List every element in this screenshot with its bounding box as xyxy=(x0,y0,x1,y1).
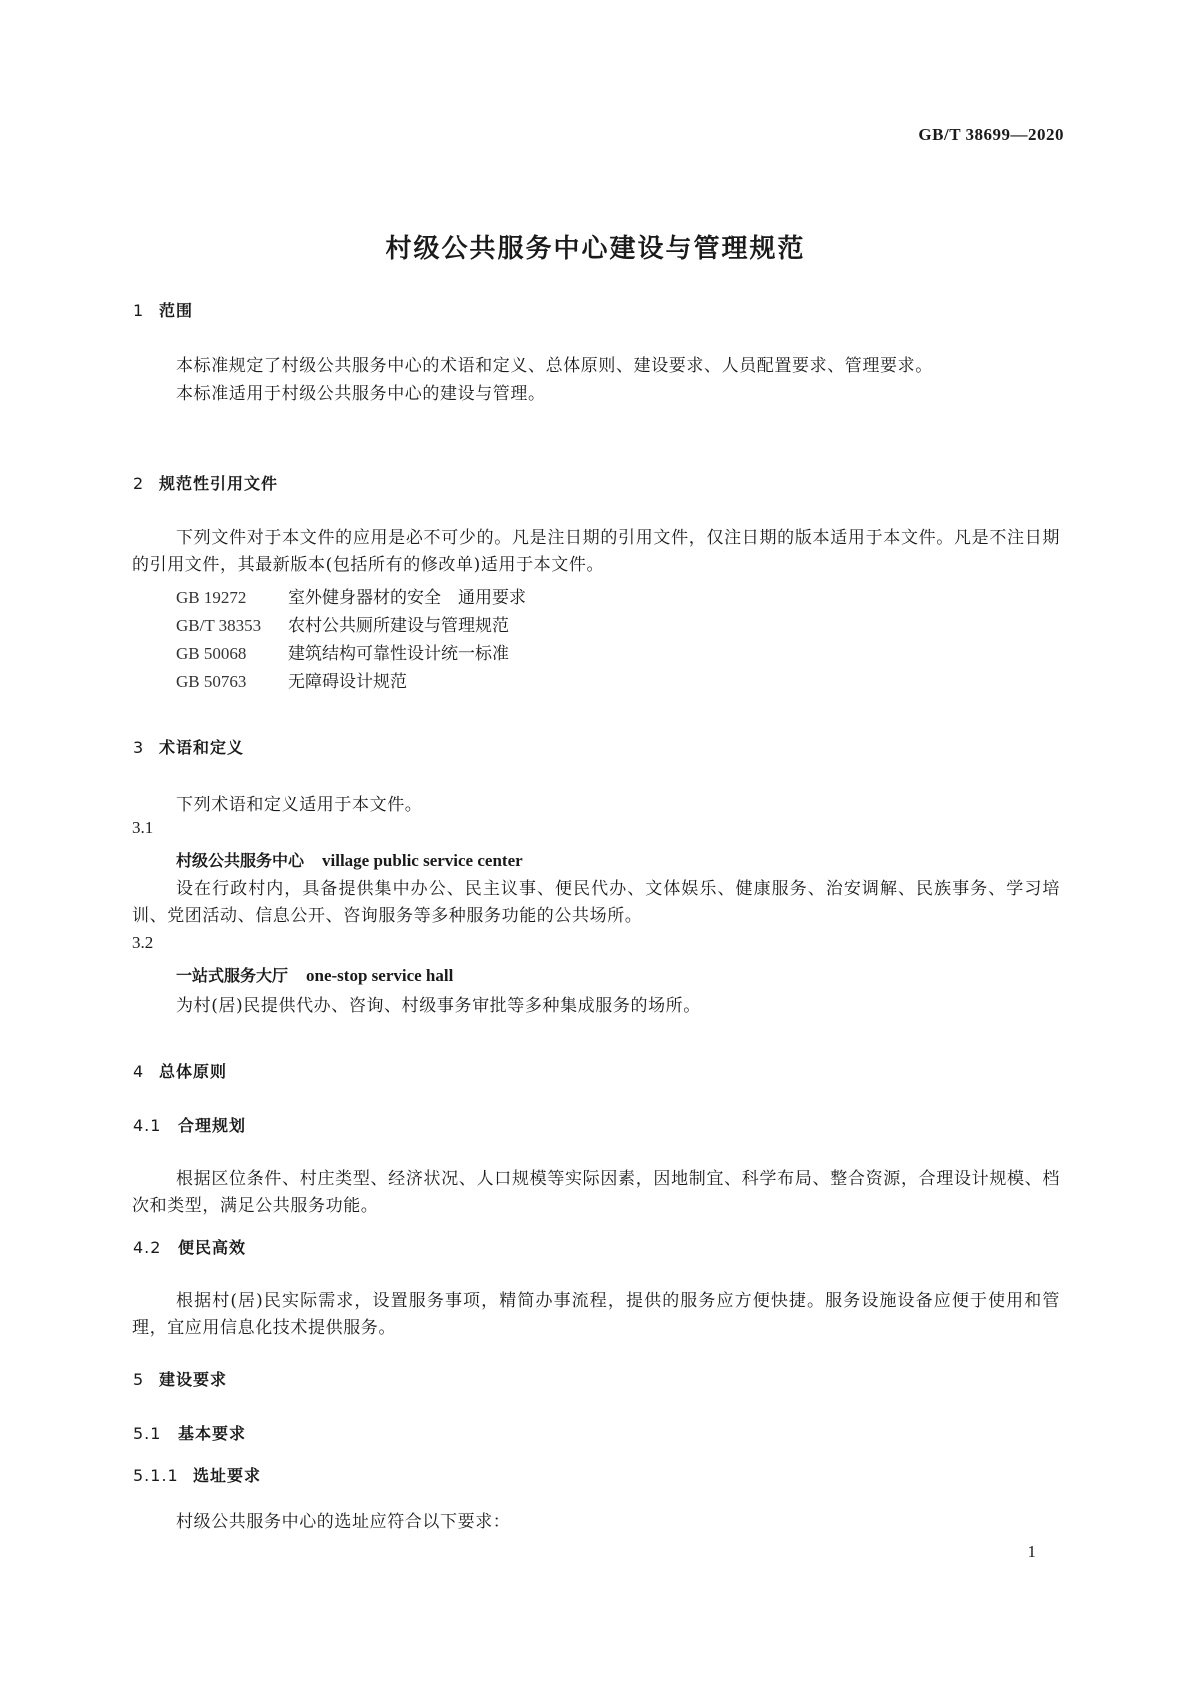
section-number: 5.1.1 xyxy=(133,1466,179,1485)
reference-name: 室外健身器材的安全 通用要求 xyxy=(288,588,526,608)
reference-code: GB 19272 xyxy=(176,588,247,607)
section-title: 便民高效 xyxy=(178,1238,247,1257)
term-number: 3.1 xyxy=(132,818,154,837)
subsection-5-1-heading xyxy=(133,1421,246,1444)
section-title: 选址要求 xyxy=(193,1466,262,1485)
page-number: 1 xyxy=(1027,1542,1036,1561)
paragraph: 本标准规定了村级公共服务中心的术语和定义、总体原则、建设要求、人员配置要求、管理要求。 xyxy=(176,356,933,376)
term-zh: 村级公共服务中心 xyxy=(176,851,305,870)
reference-name: 无障碍设计规范 xyxy=(288,672,407,692)
section-title: 术语和定义 xyxy=(159,738,245,757)
paragraph: 根据村(居)民实际需求，设置服务事项，精简办事流程，提供的服务应方便快捷。服务设施设备应便于使用和管理，宜应用信息化技术提供服务。 xyxy=(132,1291,1060,1338)
term-definition: 设在行政村内，具备提供集中办公、民主议事、便民代办、文体娱乐、健康服务、治安调解、民族事务、学习培训、党团活动、信息公开、咨询服务等多种服务功能的公共场所。 xyxy=(132,879,1060,926)
paragraph: 根据区位条件、村庄类型、经济状况、人口规模等实际因素，因地制宜、科学布局、整合资源，合理设计规模、档次和类型，满足公共服务功能。 xyxy=(132,1169,1060,1216)
term-zh: 一站式服务大厅 xyxy=(176,966,289,985)
term-entry xyxy=(176,848,523,871)
paragraph: 村级公共服务中心的选址应符合以下要求： xyxy=(176,1512,511,1532)
reference-item xyxy=(176,667,407,692)
section-title: 基本要求 xyxy=(178,1424,247,1443)
document-title: 村级公共服务中心建设与管理规范 xyxy=(385,234,806,264)
section-number: 4 xyxy=(133,1062,145,1081)
term-en: one-stop service hall xyxy=(306,966,454,985)
term-definition: 为村(居)民提供代办、咨询、村级事务审批等多种集成服务的场所。 xyxy=(176,996,701,1016)
subsection-4-1-heading xyxy=(133,1113,246,1136)
term-en: village public service center xyxy=(322,851,523,870)
section-title: 合理规划 xyxy=(178,1116,247,1135)
reference-code: GB 50763 xyxy=(176,672,247,691)
paragraph: 本标准适用于村级公共服务中心的建设与管理。 xyxy=(176,384,546,404)
reference-item xyxy=(176,611,509,636)
paragraph: 下列术语和定义适用于本文件。 xyxy=(176,795,423,815)
term-entry xyxy=(176,963,453,986)
section-3-heading xyxy=(133,735,244,758)
section-2-heading xyxy=(133,471,278,494)
section-number: 2 xyxy=(133,474,145,493)
paragraph: 下列文件对于本文件的应用是必不可少的。凡是注日期的引用文件，仅注日期的版本适用于本文件。凡是不注日期的引用文件，其最新版本(包括所有的修改单)适用于本文件。 xyxy=(132,528,1060,575)
reference-item xyxy=(176,639,509,664)
reference-name: 建筑结构可靠性设计统一标准 xyxy=(288,644,509,664)
section-title: 建设要求 xyxy=(159,1370,228,1389)
section-title: 总体原则 xyxy=(159,1062,228,1081)
standard-code: GB/T 38699—2020 xyxy=(918,125,1064,144)
reference-code: GB 50068 xyxy=(176,644,247,663)
section-number: 5.1 xyxy=(133,1424,162,1443)
section-5-heading xyxy=(133,1367,227,1390)
subsection-4-2-heading xyxy=(133,1235,246,1258)
reference-code: GB/T 38353 xyxy=(176,616,262,635)
reference-item xyxy=(176,583,526,608)
section-4-heading xyxy=(133,1059,227,1082)
section-title: 规范性引用文件 xyxy=(159,474,279,493)
section-number: 1 xyxy=(133,301,145,320)
subsection-5-1-1-heading xyxy=(133,1463,261,1486)
section-number: 4.1 xyxy=(133,1116,162,1135)
reference-name: 农村公共厕所建设与管理规范 xyxy=(288,616,509,636)
section-1-heading xyxy=(133,298,193,321)
section-title: 范围 xyxy=(159,301,194,320)
section-number: 3 xyxy=(133,738,145,757)
section-number: 4.2 xyxy=(133,1238,162,1257)
section-number: 5 xyxy=(133,1370,145,1389)
term-number: 3.2 xyxy=(132,933,154,952)
